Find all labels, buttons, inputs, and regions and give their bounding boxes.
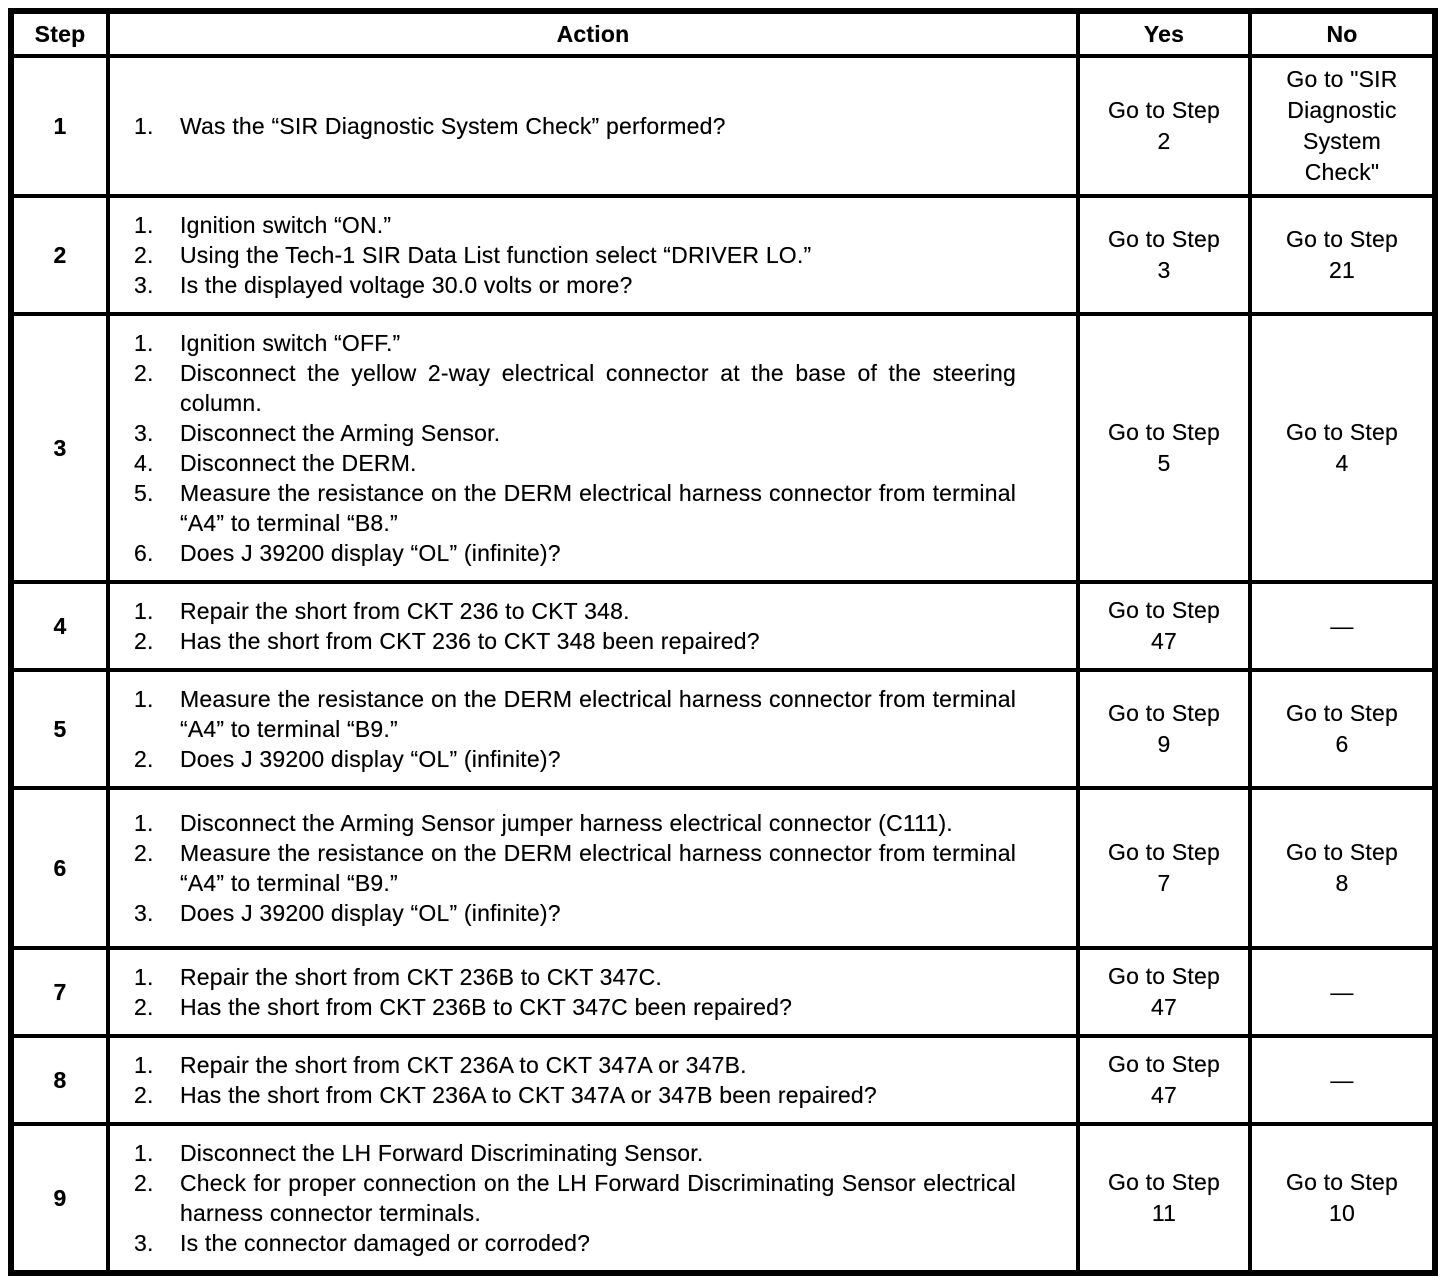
action-number: 2.: [134, 1170, 154, 1196]
table-row: [11, 56, 1435, 196]
action-number: 4.: [134, 450, 154, 476]
no-cell: [1250, 948, 1435, 1036]
action-number: 3.: [134, 420, 154, 446]
action-item: [134, 1138, 1016, 1168]
action-cell: [108, 196, 1078, 314]
cell-line: 10: [1329, 1200, 1355, 1226]
action-item: [134, 744, 1016, 774]
action-number: 2.: [134, 994, 154, 1020]
action-text: Measure the resistance on the DERM electrical harness connector from terminal “A4” to terminal “B9.”: [180, 840, 1016, 896]
action-cell: [108, 314, 1078, 582]
action-number: 1.: [134, 1052, 154, 1078]
cell-line: Go to Step: [1108, 1169, 1220, 1195]
table-row: [11, 948, 1435, 1036]
header-row: [11, 11, 1435, 56]
yes-cell: [1078, 582, 1250, 670]
yes-cell: [1078, 1036, 1250, 1124]
no-cell: [1250, 788, 1435, 948]
step-cell: 4: [11, 582, 108, 670]
action-text: Disconnect the Arming Sensor.: [180, 420, 501, 446]
step-cell: 2: [11, 196, 108, 314]
cell-line: Go to Step: [1108, 700, 1220, 726]
cell-line: 7: [1157, 870, 1171, 896]
table-row: [11, 582, 1435, 670]
action-text: Using the Tech-1 SIR Data List function select “DRIVER LO.”: [180, 242, 812, 268]
yes-cell: [1078, 670, 1250, 788]
table-row: [11, 788, 1435, 948]
header-yes: Yes: [1078, 11, 1250, 56]
action-text: Has the short from CKT 236 to CKT 348 been repaired?: [180, 628, 760, 654]
step-cell: 7: [11, 948, 108, 1036]
action-number: 2.: [134, 746, 154, 772]
action-number: 3.: [134, 1230, 154, 1256]
action-text: Measure the resistance on the DERM electrical harness connector from terminal “A4” to terminal “B8.”: [180, 480, 1016, 536]
cell-line: 4: [1335, 450, 1349, 476]
action-text: Does J 39200 display “OL” (infinite)?: [180, 900, 561, 926]
action-number: 2.: [134, 360, 154, 386]
action-cell: [108, 670, 1078, 788]
cell-line: Go to Step: [1108, 226, 1220, 252]
action-text: Disconnect the DERM.: [180, 450, 417, 476]
action-item: [134, 684, 1016, 744]
cell-line: Go to Step: [1108, 419, 1220, 445]
action-cell: [108, 948, 1078, 1036]
action-text: Is the displayed voltage 30.0 volts or more?: [180, 272, 633, 298]
cell-line: 8: [1335, 870, 1349, 896]
no-cell: [1250, 1124, 1435, 1273]
header-step: Step: [11, 11, 108, 56]
action-number: 1.: [134, 330, 154, 356]
yes-cell: [1078, 314, 1250, 582]
action-text: Disconnect the LH Forward Discriminating Sensor.: [180, 1140, 704, 1166]
action-item: [134, 1050, 1016, 1080]
action-text: Repair the short from CKT 236 to CKT 348.: [180, 598, 630, 624]
action-number: 3.: [134, 272, 154, 298]
action-number: 1.: [134, 810, 154, 836]
action-item: [134, 626, 1016, 656]
action-text: Has the short from CKT 236B to CKT 347C been repaired?: [180, 994, 793, 1020]
yes-cell: [1078, 196, 1250, 314]
cell-line: Go to Step: [1286, 839, 1398, 865]
action-item: [134, 210, 1016, 240]
yes-cell: [1078, 1124, 1250, 1273]
header-no: No: [1250, 11, 1435, 56]
step-cell: 1: [11, 56, 108, 196]
action-item: [134, 111, 1016, 141]
cell-line: Go to Step: [1108, 597, 1220, 623]
cell-line: 9: [1157, 731, 1171, 757]
cell-line: —: [1330, 612, 1354, 639]
action-item: [134, 358, 1016, 418]
no-cell: [1250, 582, 1435, 670]
no-cell: [1250, 196, 1435, 314]
cell-line: 11: [1151, 1200, 1177, 1226]
step-cell: 6: [11, 788, 108, 948]
action-item: [134, 838, 1016, 898]
cell-line: Diagnostic: [1287, 97, 1397, 123]
action-text: Is the connector damaged or corroded?: [180, 1230, 591, 1256]
action-item: [134, 448, 1016, 478]
action-item: [134, 1168, 1016, 1228]
action-number: 2.: [134, 628, 154, 654]
action-number: 5.: [134, 480, 154, 506]
cell-line: Go to Step: [1286, 419, 1398, 445]
action-number: 6.: [134, 540, 154, 566]
action-cell: [108, 1036, 1078, 1124]
cell-line: 2: [1157, 128, 1171, 154]
no-cell: [1250, 56, 1435, 196]
table-row: [11, 314, 1435, 582]
action-text: Has the short from CKT 236A to CKT 347A or 347B been repaired?: [180, 1082, 877, 1108]
cell-line: —: [1330, 978, 1354, 1005]
action-number: 1.: [134, 113, 154, 139]
step-cell: 3: [11, 314, 108, 582]
table-row: [11, 670, 1435, 788]
table-row: [11, 1036, 1435, 1124]
cell-line: Go to Step: [1108, 1051, 1220, 1077]
step-cell: 5: [11, 670, 108, 788]
action-text: Was the “SIR Diagnostic System Check” performed?: [180, 113, 726, 139]
action-item: [134, 538, 1016, 568]
action-number: 3.: [134, 900, 154, 926]
action-number: 2.: [134, 840, 154, 866]
action-number: 1.: [134, 598, 154, 624]
header-action: Action: [108, 11, 1078, 56]
table-row: [11, 196, 1435, 314]
action-text: Check for proper connection on the LH Forward Discriminating Sensor electrical harness connector terminals.: [180, 1170, 1016, 1226]
cell-line: Go to Step: [1108, 97, 1220, 123]
action-cell: [108, 582, 1078, 670]
action-text: Disconnect the Arming Sensor jumper harness electrical connector (C111).: [180, 810, 953, 836]
action-item: [134, 418, 1016, 448]
no-cell: [1250, 314, 1435, 582]
action-number: 1.: [134, 964, 154, 990]
action-text: Repair the short from CKT 236B to CKT 347C.: [180, 964, 663, 990]
action-number: 1.: [134, 212, 154, 238]
cell-line: 6: [1335, 731, 1349, 757]
table-row: [11, 1124, 1435, 1273]
action-item: [134, 596, 1016, 626]
action-cell: [108, 1124, 1078, 1273]
action-item: [134, 240, 1016, 270]
action-item: [134, 962, 1016, 992]
cell-line: —: [1330, 1066, 1354, 1093]
action-text: Does J 39200 display “OL” (infinite)?: [180, 746, 561, 772]
action-number: 1.: [134, 686, 154, 712]
action-item: [134, 478, 1016, 538]
action-text: Ignition switch “OFF.”: [180, 330, 401, 356]
action-item: [134, 808, 1016, 838]
cell-line: Go to Step: [1286, 1169, 1398, 1195]
diagnostic-table: [8, 8, 1438, 1276]
step-cell: 9: [11, 1124, 108, 1273]
action-item: [134, 1228, 1016, 1258]
cell-line: Go to Step: [1108, 839, 1220, 865]
cell-line: 5: [1157, 450, 1171, 476]
action-text: Ignition switch “ON.”: [180, 212, 392, 238]
action-text: Does J 39200 display “OL” (infinite)?: [180, 540, 561, 566]
action-item: [134, 992, 1016, 1022]
action-item: [134, 898, 1016, 928]
cell-line: System: [1303, 128, 1381, 154]
action-number: 2.: [134, 1082, 154, 1108]
action-number: 1.: [134, 1140, 154, 1166]
cell-line: 21: [1329, 257, 1355, 283]
action-number: 2.: [134, 242, 154, 268]
cell-line: Go to Step: [1286, 700, 1398, 726]
action-item: [134, 270, 1016, 300]
no-cell: [1250, 1036, 1435, 1124]
action-text: Repair the short from CKT 236A to CKT 347A or 347B.: [180, 1052, 747, 1078]
step-cell: 8: [11, 1036, 108, 1124]
yes-cell: [1078, 56, 1250, 196]
no-cell: [1250, 670, 1435, 788]
cell-line: 3: [1157, 257, 1171, 283]
action-text: Disconnect the yellow 2-way electrical connector at the base of the steering column.: [180, 360, 1016, 416]
action-item: [134, 328, 1016, 358]
yes-cell: [1078, 948, 1250, 1036]
cell-line: 47: [1151, 628, 1177, 654]
cell-line: Check": [1304, 159, 1380, 185]
cell-line: 47: [1151, 994, 1177, 1020]
action-text: Measure the resistance on the DERM electrical harness connector from terminal “A4” to terminal “B9.”: [180, 686, 1016, 742]
cell-line: Go to Step: [1108, 963, 1220, 989]
action-cell: [108, 56, 1078, 196]
yes-cell: [1078, 788, 1250, 948]
cell-line: 47: [1151, 1082, 1177, 1108]
cell-line: Go to Step: [1286, 226, 1398, 252]
cell-line: Go to "SIR: [1286, 66, 1398, 92]
action-cell: [108, 788, 1078, 948]
action-item: [134, 1080, 1016, 1110]
